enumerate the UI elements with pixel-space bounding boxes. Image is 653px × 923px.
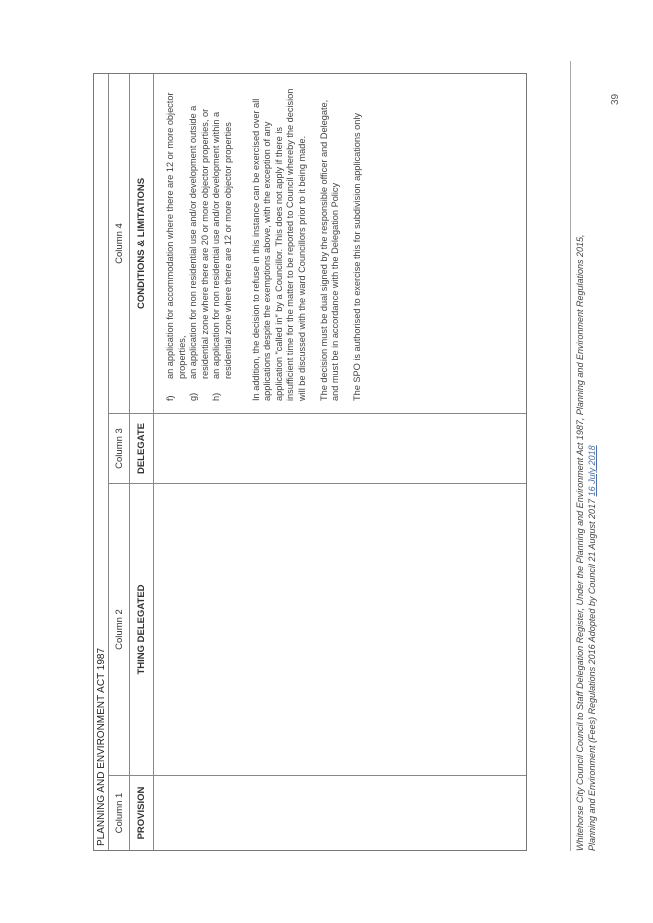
- provision-cell: [153, 775, 526, 850]
- list-item: [211, 82, 234, 401]
- list-item-label: h): [211, 392, 222, 401]
- provision-header: PROVISION: [129, 775, 153, 850]
- list-item: [188, 82, 211, 401]
- delegate-header: DELEGATE: [129, 413, 153, 483]
- list-item-label: g): [188, 392, 199, 401]
- footer: [574, 231, 598, 851]
- old-date: 21 August 2017: [587, 498, 597, 562]
- column-4-label: Column 4: [113, 223, 125, 264]
- new-date: 16 July 2018: [587, 445, 597, 497]
- footer-divider: [570, 61, 571, 851]
- thing-delegated-header: THING DELEGATED: [129, 483, 153, 775]
- thing-delegated-cell: [153, 483, 526, 775]
- column-1-label: Column 1: [109, 775, 129, 850]
- list-item-text: an application for accommodation where there are 12 or more objector properties,: [165, 92, 187, 379]
- table-title: PLANNING AND ENVIRONMENT ACT 1987: [94, 74, 109, 850]
- column-numbers-row: [109, 74, 130, 850]
- footer-line-1: Whitehorse City Council Council to Staff Delegation Register, Under the Planning and Environment Act 1987, Planning and Environment Regulations 2015,: [575, 234, 585, 851]
- footer-line-2-prefix: Planning and Environment (Fees) Regulations 2016 Adopted by Council: [587, 561, 597, 851]
- list-item-text: an application for non residential use and/or development within a residential zone where there are 12 or more objector properties: [211, 111, 233, 379]
- spo-paragraph: The SPO is authorised to exercise this for subdivision applications only: [351, 112, 362, 401]
- page-number: 39: [610, 93, 621, 105]
- column-2-label: Column 2: [109, 483, 129, 775]
- refusal-paragraph: In addition, the decision to refuse in this instance can be exercised over all applications despite the exemptions above, with the exception of any application "called in" by a Councillor. This does not apply if there is insufficient time for the matter to be reported to Council whereby the decision will be discussed with the ward Councillors prior to it being made.: [250, 88, 307, 401]
- dual-signed-paragraph: The decision must be dual signed by the responsible officer and Delegate, and must be in accordance with the Delegation Policy: [318, 99, 341, 401]
- conditions-cell: [153, 74, 526, 413]
- list-item: [165, 82, 188, 401]
- column-3-label: Column 3: [109, 413, 129, 483]
- list-item-label: f): [165, 395, 175, 401]
- footer-line-2: [586, 231, 598, 851]
- delegation-table: [93, 73, 527, 851]
- table-row: [153, 74, 526, 850]
- conditions-header: CONDITIONS & LIMITATIONS: [135, 177, 147, 310]
- delegate-cell: [153, 413, 526, 483]
- column-headers-row: [129, 74, 154, 850]
- list-item-text: an application for non residential use and/or development outside a residential zone where there are 20 or more objector properties, or: [188, 105, 210, 379]
